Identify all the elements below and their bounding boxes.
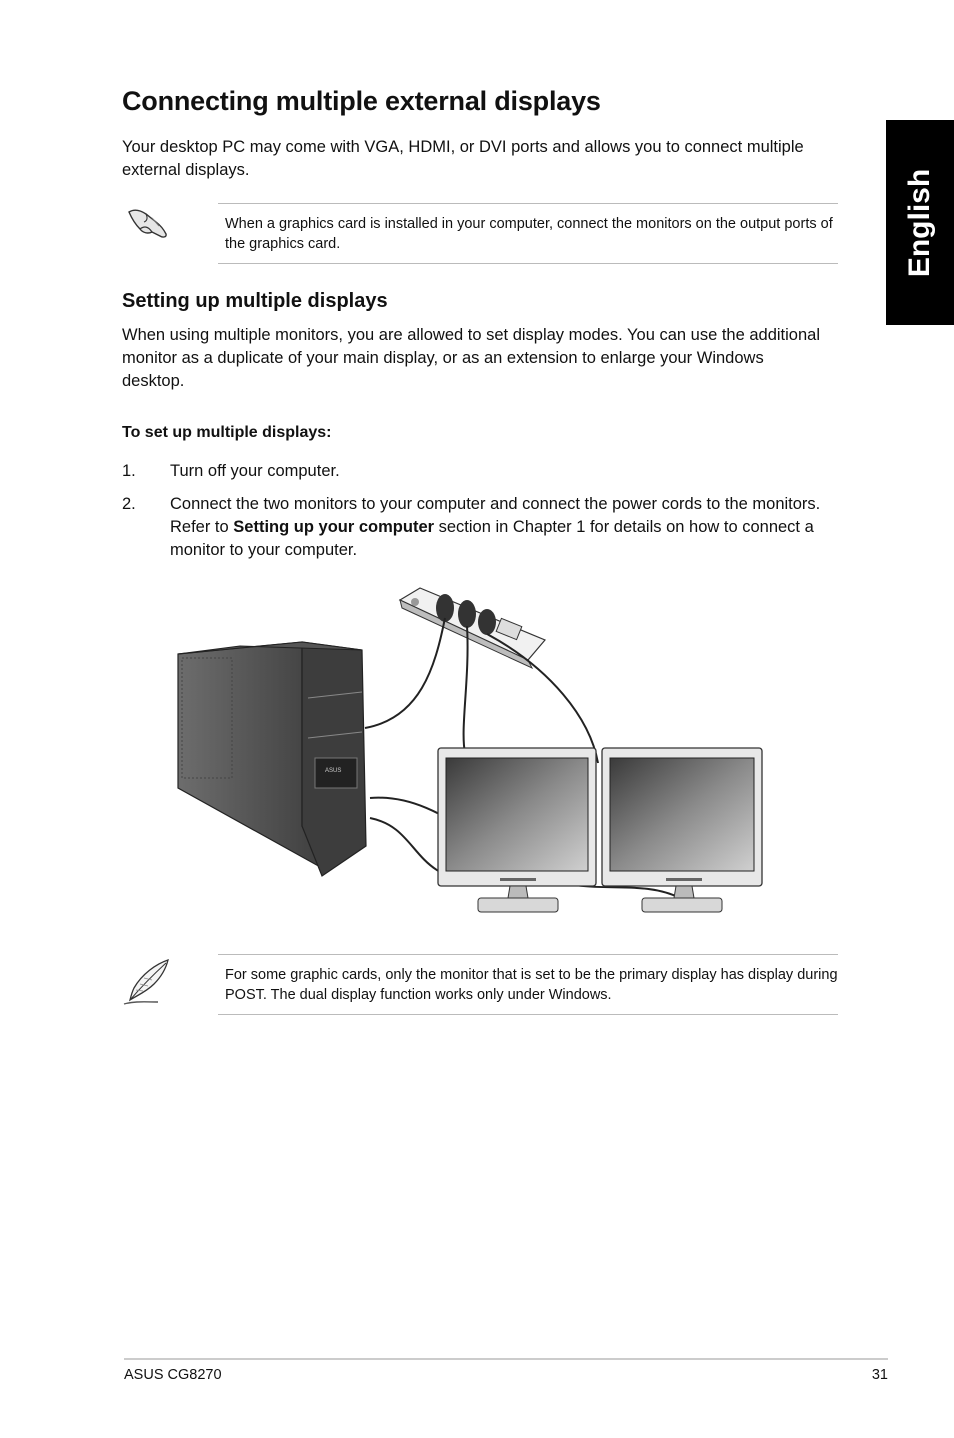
note-graphics-card: When a graphics card is installed in your computer, connect the monitors on the output ports of the graphics card. <box>218 203 838 264</box>
step-text <box>170 493 840 562</box>
step-number: 2. <box>122 495 136 513</box>
hand-icon <box>126 204 172 240</box>
step-text-reference: Setting up your computer <box>233 518 435 536</box>
footer-divider <box>124 1358 888 1360</box>
note-feather-icon <box>122 958 172 1006</box>
note-dual-display: For some graphic cards, only the monitor that is set to be the primary display has display during POST. The dual display function works only under Windows. <box>218 954 838 1015</box>
case-brand-label: ASUS <box>325 768 342 774</box>
monitor-left <box>438 748 596 912</box>
page-number: 31 <box>871 1367 888 1383</box>
page-title: Connecting multiple external displays <box>122 86 601 116</box>
step-number: 1. <box>122 462 136 480</box>
procedure-title: To set up multiple displays: <box>122 424 332 441</box>
monitor-connection-illustration <box>170 578 770 923</box>
step-text: Turn off your computer. <box>170 462 340 480</box>
section-paragraph: When using multiple monitors, you are allowed to set display modes. You can use the additional monitor as a duplicate of your main display, or as an extension to enlarge your Windows desktop. <box>122 326 820 390</box>
step-text-part: section in Chapter 1 for details on how to connect a monitor to your computer. <box>170 518 814 559</box>
intro-paragraph: Your desktop PC may come with VGA, HDMI, or DVI ports and allows you to connect multiple external displays. <box>122 138 804 179</box>
language-tab-label: English <box>903 168 936 277</box>
section-heading: Setting up multiple displays <box>122 290 388 312</box>
footer-model: ASUS CG8270 <box>124 1367 222 1383</box>
step-text-part: Connect the two monitors to your computer and connect the power cords to the monitors. Refer to <box>170 495 821 536</box>
language-tab <box>886 120 954 325</box>
pc-tower <box>178 642 366 876</box>
